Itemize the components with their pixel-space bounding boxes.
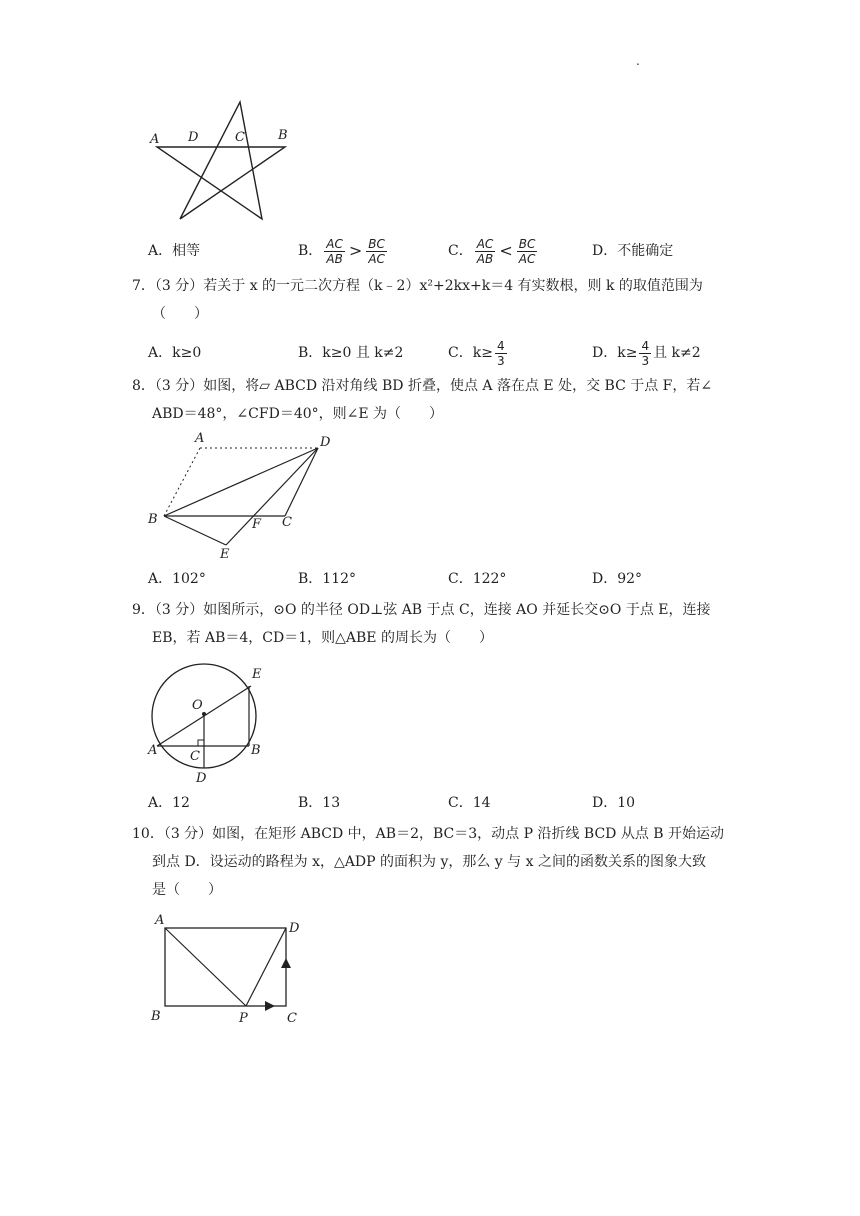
q9-line1: 9．（3 分）如图所示，⊙O 的半径 OD⊥弦 AB 于点 C，连接 AO 并延长交⊙O 于点 E，连接 (132, 602, 711, 618)
label-a: A (155, 913, 165, 928)
option-d[interactable]: D．92° (592, 571, 643, 587)
label-o: O (192, 698, 203, 713)
frac-4-3 (639, 339, 651, 368)
q7-line2: （ ） (152, 306, 208, 322)
frac-den: AB (326, 251, 343, 266)
frac-4-3 (495, 339, 507, 368)
label-b: B (278, 128, 288, 143)
label-c: C (287, 1011, 297, 1026)
frac-den: 3 (641, 353, 650, 368)
q8-parallelogram-figure (140, 428, 340, 568)
label-d: D (289, 921, 300, 936)
option-b[interactable]: B．112° (298, 571, 357, 587)
frac-num: BC (368, 236, 385, 251)
option-d[interactable]: D．不能确定 (592, 243, 674, 259)
q10-line1: 10．（3 分）如图，在矩形 ABCD 中，AB＝2，BC＝3，动点 P 沿折线 BCD 从点 B 开始运动 (132, 826, 725, 842)
q8-line1: 8．（3 分）如图，将▱ ABCD 沿对角线 BD 折叠，使点 A 落在点 E 处，交 BC 于点 F，若∠ (132, 378, 713, 394)
option-a[interactable]: A．102° (148, 571, 206, 587)
segment-ap (165, 928, 246, 1006)
arrow-up-icon (281, 958, 291, 968)
label-e: E (220, 547, 230, 562)
option-c[interactable] (448, 236, 539, 266)
segment-ed (226, 448, 318, 545)
frac-ac-ab (324, 237, 345, 266)
q10-line3: 是（ ） (152, 882, 222, 898)
frac-den: AC (368, 251, 385, 266)
header-dot: . (636, 54, 640, 68)
option-a[interactable]: A．k≥0 (148, 345, 202, 361)
q9-line2: EB，若 AB＝4，CD＝1，则△ABE 的周长为（ ） (152, 630, 493, 646)
q9-options (148, 788, 748, 818)
q9-circle-figure (140, 660, 280, 790)
option-c[interactable]: C．122° (448, 571, 507, 587)
segment-pd (246, 928, 286, 1006)
label-a: A (150, 132, 160, 147)
q6-star-figure (140, 95, 300, 230)
option-b-prefix: B． (298, 243, 323, 259)
frac-den: 3 (496, 353, 505, 368)
frac-den: AB (476, 251, 494, 266)
label-c: C (235, 130, 245, 145)
q6-options (148, 236, 748, 266)
label-b: B (151, 1009, 161, 1024)
segment-cd (285, 448, 318, 516)
gt-symbol: > (348, 241, 363, 260)
option-a[interactable]: A．12 (148, 795, 190, 811)
option-d[interactable]: D．10 (592, 795, 636, 811)
q7-options (148, 338, 748, 368)
option-a[interactable]: A．相等 (148, 243, 201, 259)
rectangle-abcd (165, 928, 286, 1006)
segment-ab-dotted (164, 448, 200, 516)
label-c: C (190, 749, 200, 764)
star-outline (157, 102, 285, 219)
frac-bc-ac (517, 237, 538, 266)
frac-den: AC (518, 251, 536, 266)
option-b[interactable] (298, 236, 389, 266)
label-d: D (188, 130, 199, 145)
right-angle-mark (198, 740, 204, 746)
option-b[interactable]: B．k≥0 且 k≠2 (298, 345, 404, 361)
q10-line2: 到点 D．设运动的路程为 x，△ADP 的面积为 y，那么 y 与 x 之间的函数关系的图象大致 (152, 854, 706, 870)
frac-num: AC (476, 236, 494, 251)
option-d-suffix: 且 k≠2 (653, 345, 701, 361)
q7-line1: 7．（3 分）若关于 x 的一元二次方程（k﹣2）x²+2kx+k＝4 有实数根，则 k 的取值范围为 (132, 278, 703, 294)
q10-rectangle-figure (145, 910, 315, 1028)
option-c-prefix: C．k≥ (448, 345, 493, 361)
frac-num: BC (518, 236, 536, 251)
frac-ac-ab (475, 237, 496, 266)
label-b: B (251, 743, 261, 758)
option-b[interactable]: B．13 (298, 795, 341, 811)
label-b: B (148, 512, 158, 527)
frac-num: AC (326, 236, 343, 251)
option-d[interactable] (592, 338, 701, 368)
option-d-prefix: D．k≥ (592, 345, 638, 361)
frac-bc-ac (366, 237, 387, 266)
segment-be (164, 516, 226, 545)
option-c[interactable] (448, 338, 509, 368)
option-c-prefix: C． (448, 243, 473, 259)
lt-symbol: < (499, 241, 513, 260)
label-d: D (320, 435, 331, 450)
q8-options (148, 564, 748, 594)
label-c: C (282, 515, 292, 530)
label-a: A (148, 743, 158, 758)
segment-bd (164, 448, 318, 516)
frac-num: 4 (496, 338, 505, 353)
q8-line2: ABD＝48°，∠CFD＝40°，则∠E 为（ ） (152, 406, 444, 422)
label-d: D (196, 771, 207, 786)
frac-num: 4 (641, 338, 650, 353)
option-c[interactable]: C．14 (448, 795, 491, 811)
label-e: E (252, 667, 262, 682)
label-p: P (239, 1011, 248, 1026)
label-a: A (195, 431, 205, 446)
label-f: F (252, 517, 262, 532)
arrow-right-icon (265, 1001, 275, 1011)
